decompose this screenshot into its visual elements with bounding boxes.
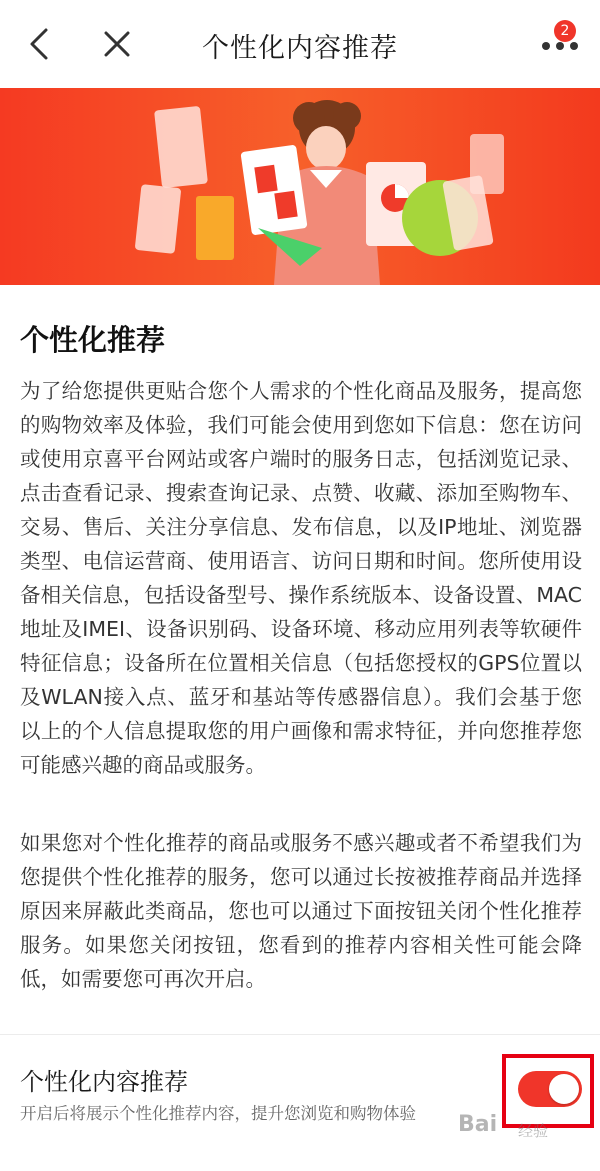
banner-artwork: [0, 88, 600, 285]
banner-illustration: [0, 88, 600, 285]
personalized-recommendation-toggle[interactable]: [518, 1071, 582, 1107]
more-dots-icon: [540, 40, 580, 52]
page-title: 个性化内容推荐: [202, 33, 398, 64]
more-button[interactable]: [534, 24, 586, 68]
notification-badge: 2: [554, 20, 576, 42]
section-title: 个性化推荐: [20, 323, 166, 357]
opt-out-paragraph: 如果您对个性化推荐的商品或服务不感兴趣或者不希望我们为您提供个性化推荐的服务，您可以通过长按被推荐商品并选择原因来屏蔽此类商品，您也可以通过下面按钮关闭个性化推荐服务。如果您关闭按钮，您看到的推荐内容相关性可能会降低，如需要您可再次开启。: [20, 831, 582, 991]
top-navigation-bar: [0, 0, 600, 88]
setting-title: 个性化内容推荐: [20, 1068, 188, 1096]
watermark-text: 经验: [518, 1122, 549, 1140]
toggle-knob: [549, 1074, 579, 1104]
divider: [0, 1034, 600, 1035]
watermark-logo: Bai: [458, 1112, 498, 1137]
setting-description: 开启后将展示个性化推荐内容，提升您浏览和购物体验: [20, 1104, 416, 1123]
intro-paragraph: 为了给您提供更贴合您个人需求的个性化商品及服务，提高您的购物效率及体验，我们可能会使用到您如下信息：您在访问或使用京喜平台网站或客户端时的服务日志，包括浏览记录、点击查看记录、搜索查询记录、点赞、收藏、添加至购物车、交易、售后、关注分享信息、发布信息，以及IP地址、浏览器类型、电信运营商、使用语言、访问日期和时间。您所使用设备相关信息，包括设备型号、操作系统版本、设备设置、MAC地址及IMEI、设备识别码、设备环境、移动应用列表等软硬件特征信息；设备所在位置相关信息（包括您授权的GPS位置以及WLAN接入点、蓝牙和基站等传感器信息）。我们会基于您以上的个人信息提取您的用户画像和需求特征，并向您推荐您可能感兴趣的商品或服务。: [20, 379, 582, 777]
